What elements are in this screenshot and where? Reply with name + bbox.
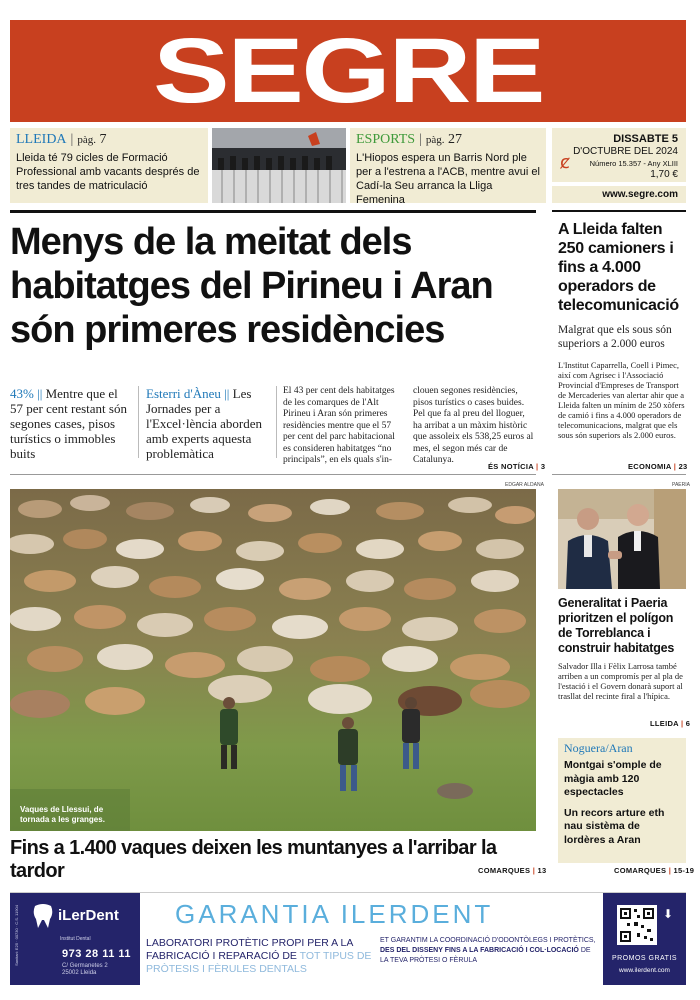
issue-date: D'OCTUBRE DEL 2024 [573,146,678,157]
story-paeria-body: Salvador Illa i Fèlix Larrosa també arriben a un compromís per al pla de l'estació i el Govern donarà suport al trasllat del recinte firal a l'hípica. [558,661,683,701]
section-name: LLEIDA [16,132,67,147]
issue-info [552,128,686,182]
issue-day: DISSABTE 5 [613,133,678,145]
download-arrow-icon: ⬇ [663,907,674,921]
brief-item[interactable]: Un recors arture eth nau sistèma de lordères a Aran [564,806,665,846]
piano-keys-image [212,128,346,203]
column-divider [276,386,277,458]
kicker: 43% [10,386,34,401]
right-rule-mid [552,474,686,475]
teaser-esports-section: ESPORTS | pàg. 27 [356,132,463,147]
photo-credit-right: PAERIA [672,482,690,488]
ad-right-panel [603,893,686,985]
issue-price: 1,70 € [650,169,678,180]
ad-brand-sub: Institut Dental [60,936,91,942]
cows-image [10,489,536,831]
photo-caption: Vaques de Llessui, de tornada a les granges. [20,805,105,824]
right-rule-top [552,210,686,212]
meeting-image [558,489,686,589]
qr-code-icon [617,905,657,945]
box-page-ref[interactable]: COMARQUES | 15-19 [614,866,695,875]
masthead [10,20,686,122]
section-name: ESPORTS [356,132,416,147]
teaser-esports-text: L'Hiopos espera un Barris Nord ple per a l'estrena a l'ACB, mentre avui el Cadí-la Seu arranca la Lliga Femenina [356,152,540,206]
lead-body-col-2: clouen segones residències, pisos turístics o cases buides. Pel que fa al preu del lloguer, ha arribat a un màxim històric que assoleix els 538,25 euros al mes, el segon més car de Catalunya. [413,386,534,465]
tooth-icon [32,903,54,929]
photo-page-ref[interactable]: COMARQUES | 13 [478,866,547,875]
story-truckers-deck: Malgrat que els sous són superiors a 2.000 euros [558,324,672,350]
teaser-lleida-text: Lleida té 79 cicles de Formació Professional amb vacants després de tres tandes de matriculació [16,152,200,192]
rule-top [10,210,536,213]
issue-number: Número 15.357 - Any XLIII [589,159,678,168]
noguera-aran-box [558,738,686,863]
lead-body-col-1: El 43 per cent dels habitatges de les comarques de l'Alt Pirineu i Aran són primeres residències mentre que el 57 per cent del parc habitacional es consideren habitatges “no principals”, en els quals s'in- [283,386,395,465]
section-name: Noguera/Aran [564,741,633,755]
column-divider [138,386,139,458]
ad-main-panel [140,893,603,985]
lead-summary-1: 43% || Mentre que el 57 per cent restant són segones cases, pisos turístics o immobles buits [10,386,127,461]
ad-promo: PROMOS GRATIS [611,955,678,962]
kicker: Esterri d'Àneu [146,386,221,401]
teaser-esports[interactable] [350,128,546,206]
lead-page-ref[interactable]: ÉS NOTÍCIA | 3 [488,462,546,471]
story-truckers-headline[interactable]: A Lleida falten 250 camioners i fins a 4.000 operadors de telecomunicació [558,221,679,314]
ad-phone: 973 28 11 11 [62,948,132,960]
ilerdent-advertisement[interactable] [10,892,686,984]
ad-text-lab: LABORATORI PROTÈTIC PROPI PER A LA FABRICACIÓ I REPARACIÓ DE TOT TIPUS DE PRÒTESIS I FÈRULES DENTALS [146,937,372,975]
lead-headline[interactable]: Menys de la meitat dels habitatges del Pirineu i Aran són primeres residències [10,221,493,351]
rule-mid [10,474,536,475]
teaser-lleida[interactable] [10,128,208,203]
ad-website[interactable]: www.ilerdent.com [619,967,670,974]
ad-title: GARANTIA ILERDENT [175,899,494,929]
teaser-lleida-section: LLEIDA | pàg. 7 [16,132,107,147]
story-paeria-page-ref[interactable]: LLEIDA | 6 [650,719,691,728]
website-link[interactable]: www.segre.com [552,186,686,203]
ad-left-panel [10,893,140,985]
photo-headline[interactable]: Fins a 1.400 vaques deixen les muntanyes a l'arribar la tardor [10,837,497,882]
ad-legal-text: Sanitari: E25 · 00730 · C.S. 11904 [14,905,19,966]
ad-text-guarantee: ET GARANTIM LA COORDINACIÓ D'ODONTÒLEGS I PROTÈTICS, DES DEL DISSENY FINS A LA FABRICACIÓ I COL·LOCACIÓ DE LA TEVA PRÒTESI O FÈRULA [380,937,596,964]
lead-summary-2: Esterri d'Àneu || Les Jornades per a l'Excel·lència aborden amb experts aquesta problemàtica [146,386,263,461]
brief-item[interactable]: Montgai s'omple de màgia amb 120 espectacles [564,759,662,798]
photo-credit: EDGAR ALDANA [505,482,544,488]
teaser-photo-piano [212,128,346,203]
ad-brand: iLerDent [58,907,119,924]
story-paeria-headline[interactable]: Generalitat i Paeria prioritzen el polígon de Torreblanca i construir habitatges [558,596,675,655]
c-logo-icon: ȼ [560,152,570,173]
newspaper-logo: SEGRE [152,20,544,122]
ad-address: C/ Germanetes 2 25002 Lleida [62,963,108,976]
story-truckers-page-ref[interactable]: ECONOMIA | 23 [628,462,688,471]
meeting-photo [558,489,686,589]
story-truckers-body: L'Institut Caparrella, Coell i Pimec, així com Agrisec i l'Associació Provincial d'Empreses de Transport de Mercaderies van alertar ahir que a Lleida falten un mínim de 250 xòfers de camió i fins a 4.000 operadors de telecomunicacions, malgrat que els sous són superiors als 2.000 euros. [558,360,685,440]
cows-photo [10,489,536,831]
